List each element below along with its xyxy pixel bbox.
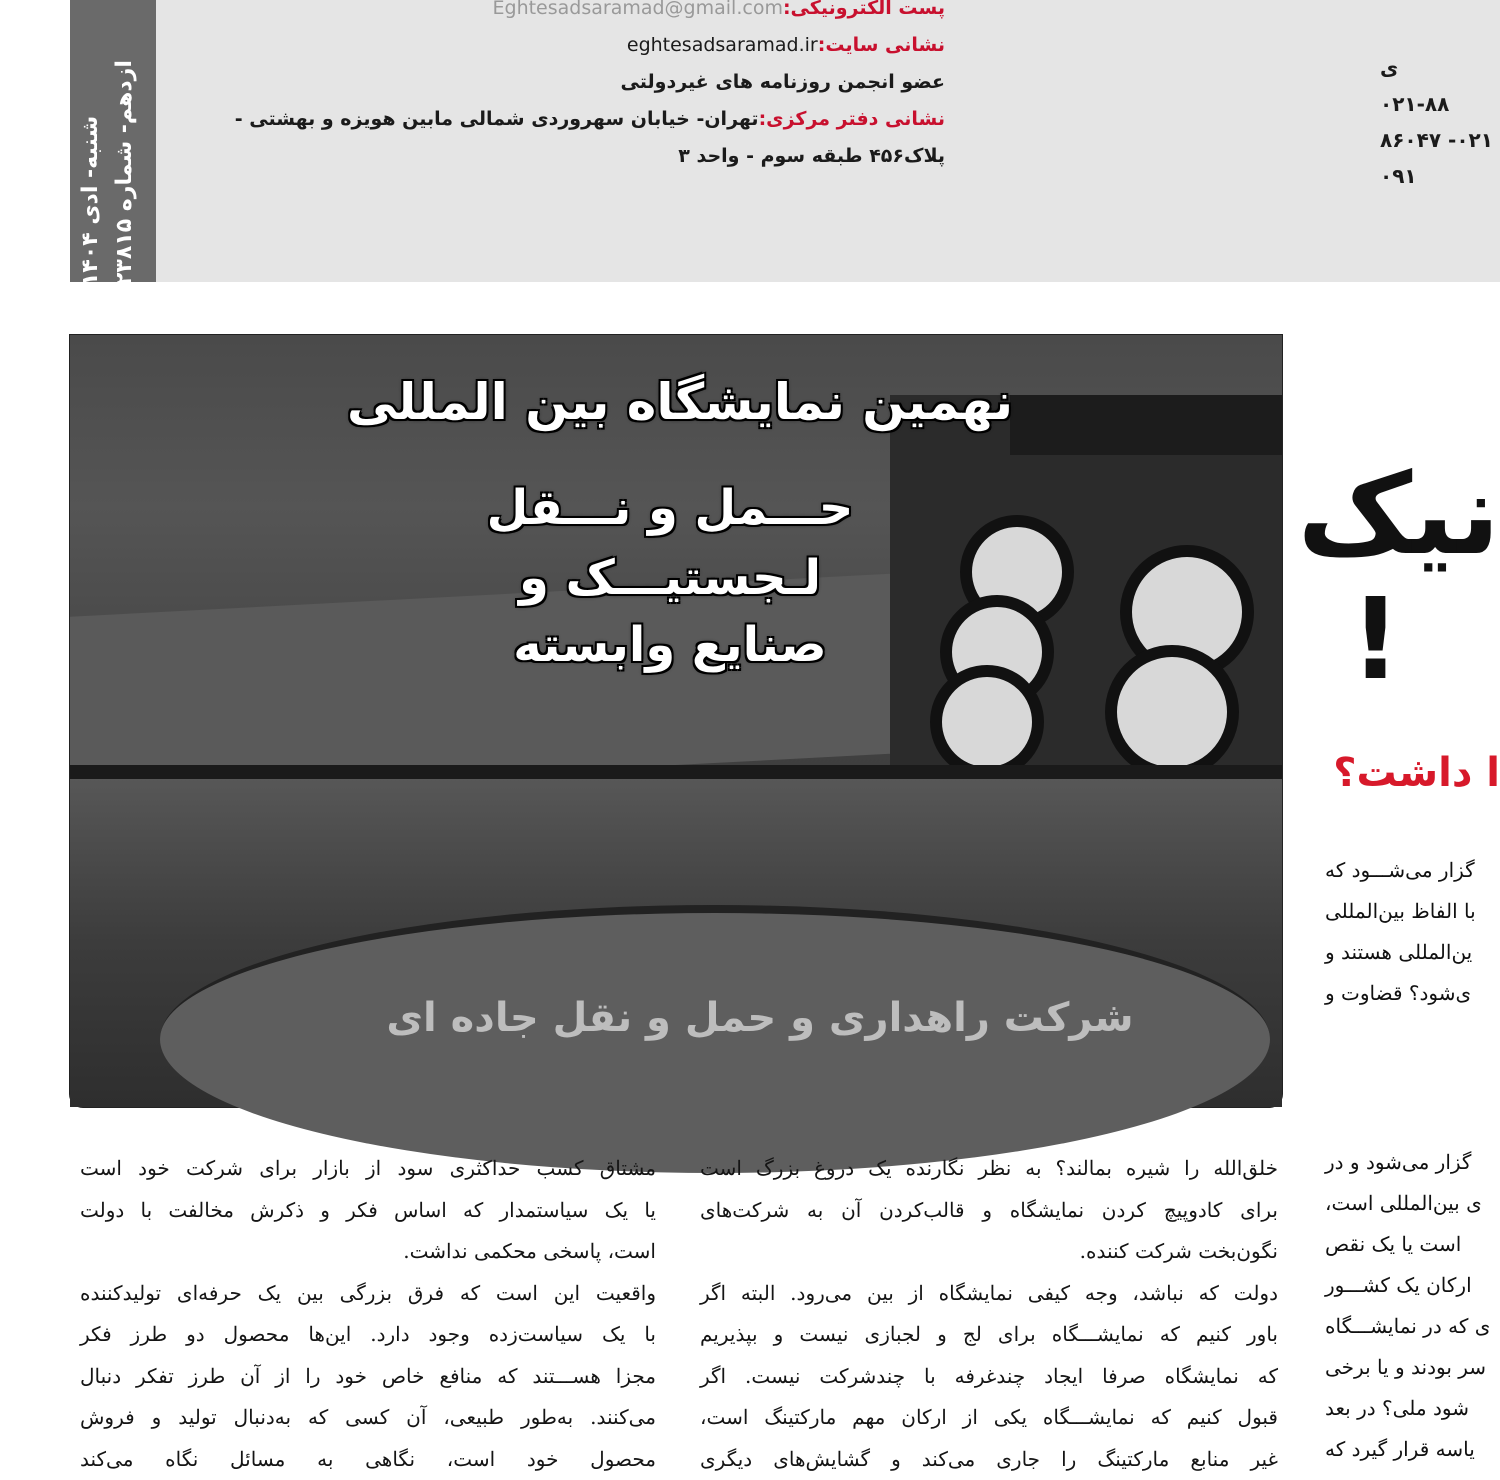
side-line: یاسه قرار گیرد که: [1325, 1429, 1500, 1470]
text-line: دولت که نباشد، وجه کیفی نمایشگاه از بین می‌رود. البته اگر: [700, 1273, 1278, 1315]
text-line: غیر منابع مارکتینگ را جاری می‌کند و گشایش‌های دیگری: [700, 1439, 1278, 1480]
side-line: سر بودند و یا برخی: [1325, 1347, 1500, 1388]
side-paragraph-2: [1325, 1142, 1500, 1470]
phone-line-1: ۰۲۱-۸۸: [1380, 86, 1500, 122]
article-column-left: [80, 1148, 656, 1480]
issue-date: شنبه- ادی ۱۴۰۴: [74, 0, 108, 286]
phone-line-3: ۰۹۱: [1380, 158, 1500, 194]
text-line: قبول کنیم که نمایشـــگاه یکی از ارکان مهم مارکتینگ است،: [700, 1397, 1278, 1439]
side-line: با الفاظ بین‌المللی: [1325, 891, 1500, 932]
site-label: نشانی سایت:: [818, 34, 945, 56]
text-line: مشتاق کسب حداکثری سود از بازار برای شرکت خود است: [80, 1148, 656, 1190]
side-title-1: نیک: [1350, 450, 1500, 580]
site-value[interactable]: eghtesadsaramad.ir: [627, 34, 818, 56]
text-line: نگون‌بخت شرکت کننده.: [700, 1231, 1278, 1273]
side-line: گزار می‌شـــود که: [1325, 850, 1500, 891]
text-line: برای کادوپیچ کردن نمایشگاه و قالب‌کردن آن به شرکت‌های: [700, 1190, 1278, 1232]
email-value[interactable]: Eghtesadsaramad@gmail.com: [493, 0, 783, 19]
text-line: است، پاسخی محکمی نداشت.: [80, 1231, 656, 1273]
office-label: نشانی دفتر مرکزی:: [759, 108, 945, 130]
photo-headline-3: لـجستیـــک و: [270, 550, 1070, 606]
side-paragraph-1: [1325, 850, 1500, 1014]
phone-line-2: ۰۲۱- ۸۶۰۴۷: [1380, 122, 1500, 158]
tyre-icon: [1105, 645, 1239, 779]
email-label: پست الکترونیکی:: [783, 0, 945, 19]
text-line: می‌کنند. به‌طور طبیعی، آن کسی که به‌دنبال تولید و فروش: [80, 1397, 656, 1439]
side-story-subtitle: ا داشت؟: [1342, 750, 1500, 796]
date-strip: [70, 0, 156, 282]
photo-headline-4: صنایع وابسته: [270, 617, 1070, 673]
photo-headline-2: حـــمل و نـــقل: [270, 480, 1070, 536]
text-line: خلق‌الله را شیره بمالند؟ به نظر نگارنده یک دروغ بزرگ است: [700, 1148, 1278, 1190]
phone-column: [1380, 50, 1500, 194]
side-line: ی‌شود؟ قضاوت و: [1325, 973, 1500, 1014]
ring-sign: شرکت راهداری و حمل و نقل جاده ای: [300, 995, 1220, 1041]
contact-block: [225, 0, 945, 175]
photo-headline-1: نهمین نمایشگاه بین المللی: [130, 373, 1230, 431]
side-line: ین‌المللی هستند و: [1325, 932, 1500, 973]
text-line: مجزا هســـتند که منافع خاص خود را از آن طرز تفکر دنبال: [80, 1356, 656, 1398]
issue-number: ازدهم- شماره ۲۳۸۱۵: [108, 0, 142, 286]
side-story-title: [1350, 450, 1500, 750]
text-line: باور کنیم که نمایشـــگاه برای لج و لجبازی نیست و بپذیریم: [700, 1314, 1278, 1356]
side-line: شود ملی؟ در بعد: [1325, 1388, 1500, 1429]
side-line: است یا یک نقص: [1325, 1224, 1500, 1265]
office-address: تهران- خیابان سهروردی شمالی مابین هویزه و بهشتی -: [235, 108, 759, 130]
exhibition-photo: [69, 334, 1283, 1108]
side-line: ی که در نمایشـــگاه: [1325, 1306, 1500, 1347]
side-line: گزار می‌شود و در: [1325, 1142, 1500, 1183]
side-line: ی بین‌المللی است،: [1325, 1183, 1500, 1224]
text-line: واقعیت این است که فرق بزرگی بین یک حرفه‌ای تولیدکننده: [80, 1273, 656, 1315]
tyre-icon: [930, 665, 1044, 779]
membership-text: عضو انجمن روزنامه های غیردولتی: [225, 64, 945, 101]
text-line: با یک سیاست‌زده وجود دارد. این‌ها محصول دو طرز فکر: [80, 1314, 656, 1356]
side-line: ارکان یک کشـــور: [1325, 1265, 1500, 1306]
side-title-2: !: [1350, 580, 1500, 700]
article-column-right: [700, 1148, 1278, 1480]
phone-line-0: ی: [1380, 50, 1500, 86]
text-line: محصول خود است، نگاهی به مسائل نگاه می‌کند: [80, 1439, 656, 1480]
text-line: که نمایشگاه صرفا ایجاد چندغرفه با چندشرکت نیست. اگر: [700, 1356, 1278, 1398]
text-line: یا یک سیاستمدار که اساس فکر و ذکرش مخالفت با دولت: [80, 1190, 656, 1232]
office-address-2: پلاک۴۵۶ طبقه سوم - واحد ۳: [225, 138, 945, 175]
